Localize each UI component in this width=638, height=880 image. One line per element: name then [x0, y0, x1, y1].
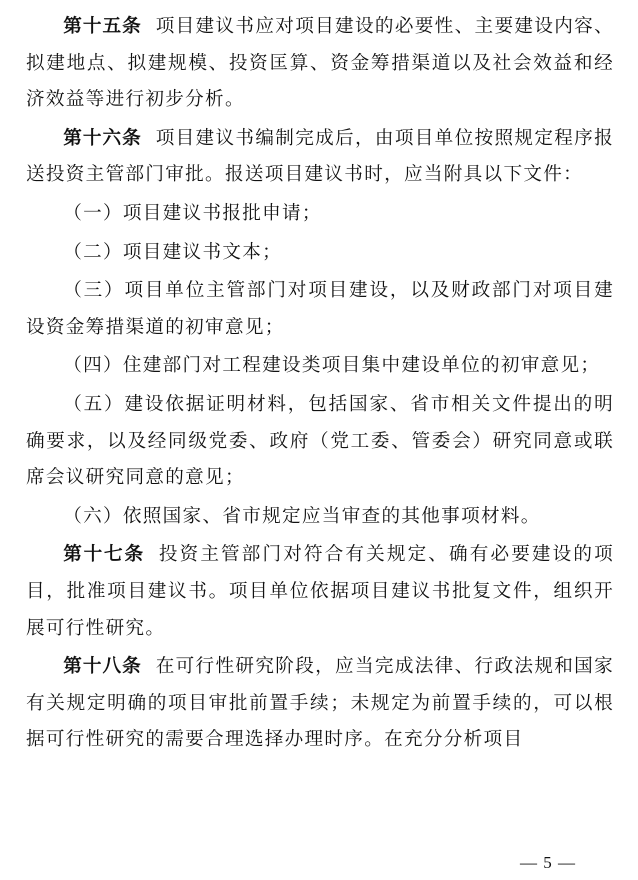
- list-item: （一）项目建议书报批申请；: [63, 202, 322, 224]
- page-number: — 5 —: [520, 853, 576, 872]
- article-number: 第十七条: [63, 544, 145, 566]
- article-16: [26, 121, 614, 194]
- list-item: （二）项目建议书文本；: [63, 241, 283, 263]
- list-item: （五）建设依据证明材料，包括国家、省市相关文件提出的明确要求，以及经同级党委、政府（党工委、管委会）研究同意或联席会议研究同意的意见；: [26, 393, 614, 489]
- article-number: 第十五条: [63, 16, 142, 37]
- article-text: 投资主管部门对符合有关规定、确有必要建设的项目，批准项目建议书。项目单位依据项目建议书批复文件，组织开展可行性研究。: [26, 544, 614, 639]
- article-text: 在可行性研究阶段，应当完成法律、行政法规和国家有关规定明确的项目审批前置手续；未规定为前置手续的，可以根据可行性研究的需要合理选择办理时序。在充分分析项目: [26, 656, 614, 751]
- article-15: [26, 9, 614, 119]
- list-item: （四）住建部门对工程建设类项目集中建设单位的初审意见；: [63, 355, 601, 377]
- article-17: [26, 537, 614, 647]
- article-text: 项目建议书编制完成后，由项目单位按照规定程序报送投资主管部门审批。报送项目建议书时，应当附具以下文件：: [26, 127, 614, 186]
- article-number: 第十八条: [63, 656, 142, 678]
- list-item: （三）项目单位主管部门对项目建设，以及财政部门对项目建设资金筹措渠道的初审意见；: [26, 280, 614, 338]
- list-item: （六）依照国家、省市规定应当审查的其他事项材料。: [63, 505, 541, 527]
- document-page: [26, 9, 614, 761]
- article-number: 第十六条: [63, 127, 142, 149]
- article-text: 项目建议书应对项目建设的必要性、主要建设内容、拟建地点、拟建规模、投资匡算、资金筹措渠道以及社会效益和经济效益等进行初步分析。: [26, 16, 614, 111]
- article-18: [26, 649, 614, 759]
